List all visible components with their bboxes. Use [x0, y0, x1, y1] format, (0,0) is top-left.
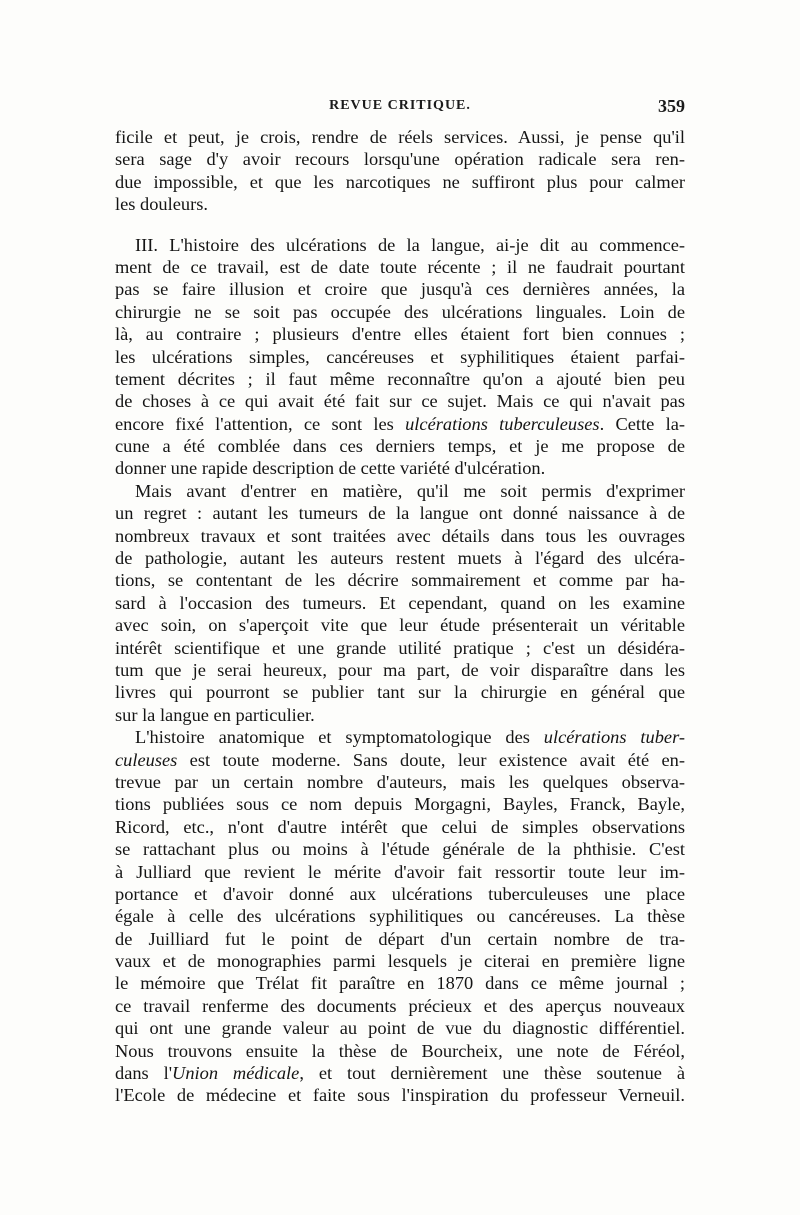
text-line: tement décrites ; il faut même reconnaître qu'on a ajouté bien peu	[115, 368, 685, 389]
text-line	[115, 749, 685, 771]
text-line: tum que je serai heureux, pour ma part, de voir disparaître dans les	[115, 659, 685, 680]
text-line: ficile et peut, je crois, rendre de réels services. Aussi, je pense qu'il	[115, 127, 685, 147]
text-line: tions, se contentant de les décrire sommairement et comme par ha-	[115, 570, 685, 591]
text-line: tions publiées sous ce nom depuis Morgagni, Bayles, Franck, Bayle,	[115, 794, 685, 815]
text-line	[115, 726, 685, 748]
text-line: le mémoire que Trélat fit paraître en 1870 dans ce même journal ;	[115, 973, 685, 994]
text-line: égale à celle des ulcérations syphilitiques ou cancéreuses. La thèse	[115, 906, 685, 927]
text-line: ment de ce travail, est de date toute récente ; il ne faudrait pourtant	[115, 256, 685, 277]
text-line: livres qui pourront se publier tant sur la chirurgie en général que	[115, 682, 685, 703]
paragraph-spacer	[115, 216, 685, 234]
text-line: Nous trouvons ensuite la thèse de Bourcheix, une note de Féréol,	[115, 1040, 685, 1061]
text-line: cune a été comblée dans ces derniers temps, et je me propose de	[115, 436, 685, 457]
text-line: qui ont une grande valeur au point de vue du diagnostic différentiel.	[115, 1018, 685, 1039]
text-line	[115, 1062, 685, 1084]
text-line: portance et d'avoir donné aux ulcérations tuberculeuses une place	[115, 883, 685, 904]
text-line: de Juilliard fut le point de départ d'un certain nombre de tra-	[115, 928, 685, 949]
body-text	[115, 126, 685, 1107]
text-run: L'histoire anatomique et symptomatologique des	[135, 727, 544, 748]
text-line: un regret : autant les tumeurs de la langue ont donné naissance à de	[115, 503, 685, 524]
text-line: chirurgie ne se soit pas occupée des ulcérations linguales. Loin de	[115, 301, 685, 322]
text-line: trevue par un certain nombre d'auteurs, mais les quelques observa-	[115, 771, 685, 792]
running-header	[115, 98, 685, 122]
text-line: pas se faire illusion et croire que jusqu'à ces dernières années, la	[115, 279, 685, 300]
text-line: de pathologie, autant les auteurs restent muets à l'égard des ulcéra-	[115, 548, 685, 569]
text-run: est toute moderne. Sans doute, leur existence avait été en-	[177, 749, 685, 770]
text-line: les ulcérations simples, cancéreuses et syphilitiques étaient parfai-	[115, 346, 685, 367]
text-line: III. L'histoire des ulcérations de la langue, ai-je dit au commence-	[135, 234, 685, 255]
italic-run: ulcérations tuber-	[543, 727, 685, 748]
text-line: avec soin, on s'aperçoit vite que leur étude présenterait un véritable	[115, 615, 685, 636]
text-run: , et tout dernièrement une thèse soutenue à	[299, 1063, 685, 1084]
text-line: vaux et de monographies parmi lesquels je citerai en première ligne	[115, 951, 685, 972]
text-run: . Cette la-	[599, 413, 685, 434]
text-line: de choses à ce qui avait été fait sur ce sujet. Mais ce qui n'avait pas	[115, 391, 685, 412]
italic-run: Union médicale	[172, 1063, 300, 1084]
text-line: donner une rapide description de cette variété d'ulcération.	[115, 458, 546, 479]
text-line: les douleurs.	[115, 194, 208, 215]
text-line: Ricord, etc., n'ont d'autre intérêt que celui de simples observations	[115, 816, 685, 837]
italic-run: ulcérations tuberculeuses	[405, 413, 600, 434]
text-run: dans l'	[115, 1063, 173, 1084]
text-line: l'Ecole de médecine et faite sous l'inspiration du professeur Verneuil.	[115, 1085, 685, 1106]
text-line: due impossible, et que les narcotiques ne suffiront plus pour calmer	[115, 171, 685, 192]
text-line: Mais avant d'entrer en matière, qu'il me soit permis d'exprimer	[135, 480, 685, 501]
page-number: 359	[658, 96, 685, 116]
text-line: intérêt scientifique et une grande utilité pratique ; c'est un désidéra-	[115, 637, 685, 658]
paragraph	[115, 126, 685, 216]
paragraph	[115, 234, 685, 1107]
italic-run: culeuses	[115, 749, 178, 770]
text-line: sera sage d'y avoir recours lorsqu'une opération radicale sera ren-	[115, 149, 685, 170]
text-line: ce travail renferme des documents précieux et des aperçus nouveaux	[115, 995, 685, 1016]
text-line: sard à l'occasion des tumeurs. Et cependant, quand on les examine	[115, 592, 685, 613]
text-line: nombreux travaux et sont traitées avec détails dans tous les ouvrages	[115, 525, 685, 546]
text-line: là, au contraire ; plusieurs d'entre elles étaient fort bien connues ;	[115, 324, 685, 345]
running-title: REVUE CRITIQUE.	[329, 98, 471, 113]
text-line: à Julliard que revient le mérite d'avoir fait ressortir toute leur im-	[115, 861, 685, 882]
text-line: se rattachant plus ou moins à l'étude générale de la phthisie. C'est	[115, 839, 685, 860]
text-line	[115, 413, 685, 435]
text-run: encore fixé l'attention, ce sont les	[115, 413, 406, 434]
text-line: sur la langue en particulier.	[115, 704, 315, 725]
